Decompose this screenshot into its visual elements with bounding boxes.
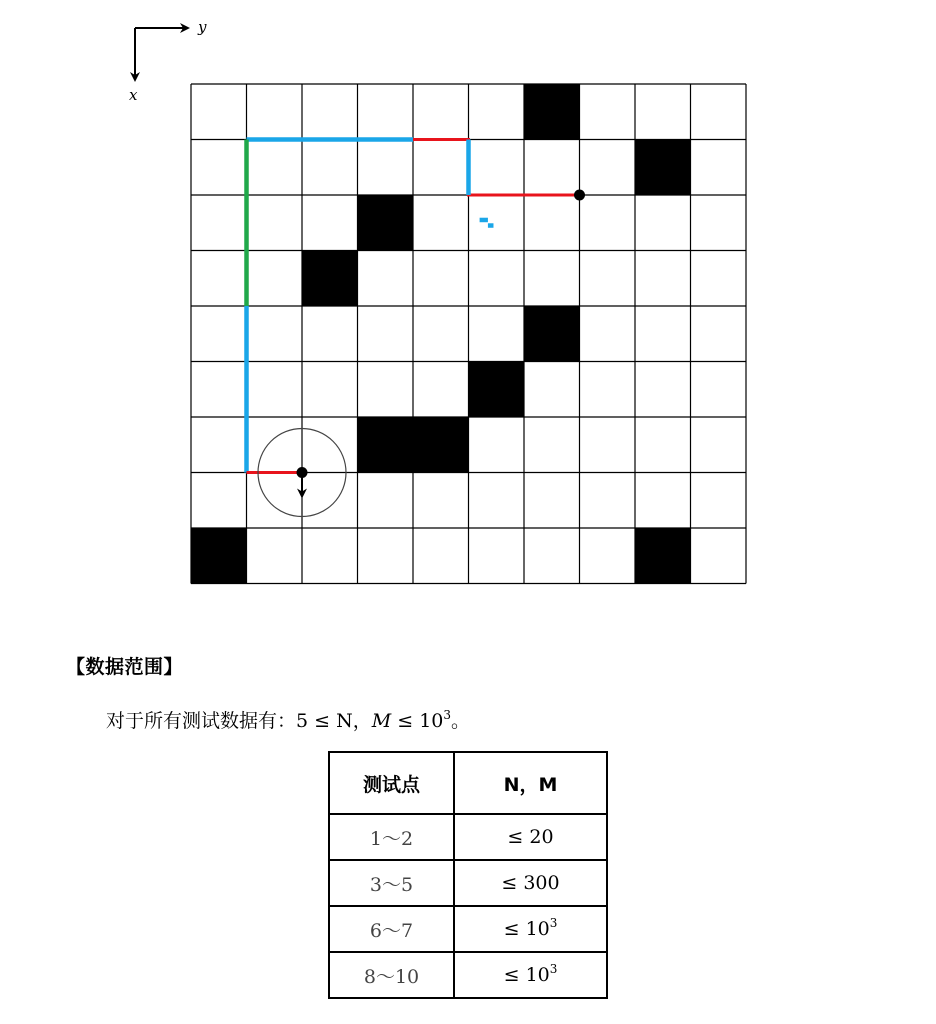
axis-indicator — [129, 18, 207, 104]
obstacle-cell — [524, 306, 580, 362]
table-header-row — [329, 752, 607, 814]
x-axis-label: x — [129, 86, 138, 104]
obstacle-cell — [469, 362, 525, 418]
table-row — [329, 952, 607, 998]
obstacle-cell — [635, 140, 691, 196]
obstacle-cell — [302, 251, 358, 307]
path-endpoint-dot — [574, 190, 585, 201]
cell-limit: ≤ 300 — [454, 860, 607, 906]
obstacle-cell — [358, 195, 414, 251]
cell-limit: ≤ 20 — [454, 814, 607, 860]
header-n-m: N，M — [454, 752, 607, 814]
cell-limit: ≤ $10^3$ — [454, 906, 607, 952]
obstacle-cell — [413, 417, 469, 473]
range-statement — [106, 706, 470, 733]
cell-test-points: 6～7 — [329, 906, 454, 952]
table-row — [329, 906, 607, 952]
range-expr-exp: 3 — [443, 708, 452, 722]
cell-test-points: 3～5 — [329, 860, 454, 906]
header-test-points: 测试点 — [329, 752, 454, 814]
obstacle-cells — [191, 84, 691, 584]
path-segment — [413, 140, 580, 196]
range-var-m: M — [371, 710, 392, 732]
table-row — [329, 860, 607, 906]
obstacle-cell — [635, 528, 691, 584]
cell-test-points: 1～2 — [329, 814, 454, 860]
cell-limit: ≤ $10^3$ — [454, 952, 607, 998]
table-row — [329, 814, 607, 860]
range-expr-right: ≤ 10 — [391, 710, 444, 732]
range-prefix: 对于所有测试数据有： — [106, 710, 297, 732]
range-suffix: 。 — [451, 710, 471, 732]
y-axis-label: y — [198, 18, 207, 36]
cell-test-points: 8～10 — [329, 952, 454, 998]
obstacle-cell — [191, 528, 247, 584]
section-heading-data-range: 【数据范围】 — [66, 656, 184, 678]
path-endpoint-dot — [297, 467, 308, 478]
range-expr-left: 5 ≤ N， — [296, 710, 372, 732]
limits-table — [328, 751, 608, 999]
obstacle-cell — [358, 417, 414, 473]
obstacle-cell — [524, 84, 580, 140]
